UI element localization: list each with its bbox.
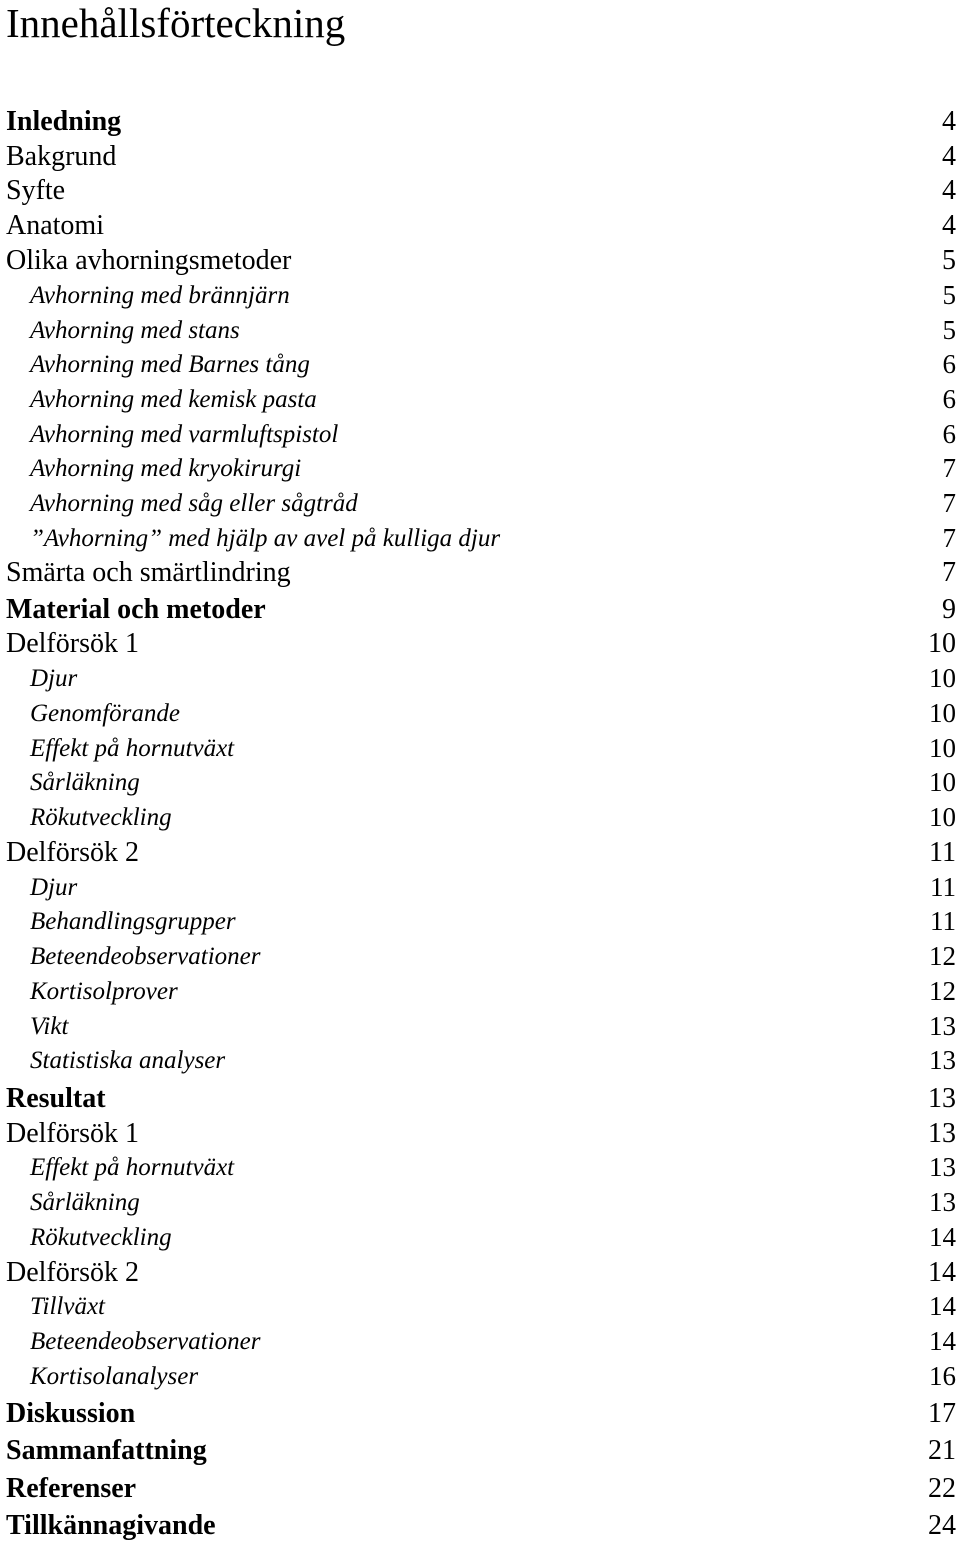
toc-entry[interactable] — [0, 243, 960, 278]
toc-entry-label: Bakgrund — [6, 140, 117, 172]
toc-entry-label: Delförsök 2 — [6, 836, 139, 868]
toc-entry[interactable] — [0, 1116, 960, 1151]
toc-entry-label: Tillväxt — [30, 1292, 105, 1320]
toc-entry[interactable] — [0, 1396, 960, 1431]
toc-entry[interactable] — [0, 347, 960, 382]
toc-entry-page-number: 14 — [929, 1222, 956, 1252]
toc-entry[interactable] — [0, 765, 960, 800]
toc-entry-label: Delförsök 1 — [6, 627, 139, 659]
toc-entry-label: Anatomi — [6, 209, 104, 241]
toc-entry-label: ”Avhorning” med hjälp av avel på kulliga djur — [30, 524, 501, 552]
toc-entry-label: Avhorning med kemisk pasta — [30, 385, 317, 413]
toc-entry-page-number: 10 — [929, 663, 956, 693]
toc-entry[interactable] — [0, 1324, 960, 1359]
toc-entry[interactable] — [0, 451, 960, 486]
toc-entry[interactable] — [0, 208, 960, 243]
toc-entry-page-number: 11 — [930, 872, 956, 902]
toc-entry-page-number: 7 — [942, 488, 956, 518]
toc-entry-page-number: 14 — [929, 1326, 956, 1356]
toc-entry[interactable] — [0, 278, 960, 313]
toc-entry-page-number: 4 — [942, 174, 956, 206]
toc-entry-page-number: 7 — [942, 556, 956, 588]
toc-entry-page-number: 13 — [928, 1082, 956, 1114]
toc-entry[interactable] — [0, 1220, 960, 1255]
toc-entry[interactable] — [0, 486, 960, 521]
toc-entry[interactable] — [0, 1081, 960, 1116]
toc-entry[interactable] — [0, 1508, 960, 1543]
toc-entry-label: Material och metoder — [6, 593, 266, 625]
toc-entry[interactable] — [0, 1255, 960, 1290]
toc-entry-page-number: 13 — [929, 1187, 956, 1217]
toc-entry[interactable] — [0, 626, 960, 661]
toc-entry-page-number: 7 — [942, 453, 956, 483]
toc-entry-page-number: 7 — [942, 523, 956, 553]
toc-entry-label: Delförsök 2 — [6, 1256, 139, 1288]
toc-entry[interactable] — [0, 139, 960, 174]
toc-entry-page-number: 6 — [942, 419, 956, 449]
toc-entry[interactable] — [0, 1359, 960, 1394]
toc-entry-page-number: 12 — [929, 941, 956, 971]
toc-entry-label: Smärta och smärtlindring — [6, 556, 291, 588]
toc-entry[interactable] — [0, 731, 960, 766]
toc-entry-page-number: 14 — [928, 1256, 956, 1288]
toc-entry-label: Effekt på hornutväxt — [30, 734, 235, 762]
toc-entry-page-number: 13 — [928, 1117, 956, 1149]
toc-entry-label: Delförsök 1 — [6, 1117, 139, 1149]
toc-entry[interactable] — [0, 521, 960, 556]
toc-entry-label: Olika avhorningsmetoder — [6, 244, 292, 276]
page-title: Innehållsförteckning — [6, 0, 346, 46]
toc-entry-page-number: 5 — [942, 280, 956, 310]
toc-entry-page-number: 11 — [930, 906, 956, 936]
toc-entry[interactable] — [0, 696, 960, 731]
toc-entry[interactable] — [0, 1471, 960, 1506]
toc-entry-label: Vikt — [30, 1012, 69, 1040]
toc-entry-page-number: 13 — [929, 1011, 956, 1041]
toc-entry[interactable] — [0, 382, 960, 417]
toc-entry-label: Beteendeobservationer — [30, 942, 261, 970]
toc-entry-label: Inledning — [6, 105, 122, 137]
toc-entry[interactable] — [0, 173, 960, 208]
toc-entry-label: Referenser — [6, 1472, 137, 1504]
toc-entry-label: Behandlingsgrupper — [30, 907, 236, 935]
toc-entry-page-number: 10 — [929, 698, 956, 728]
toc-entry-page-number: 4 — [942, 209, 956, 241]
toc-entry-label: Sammanfattning — [6, 1434, 207, 1466]
toc-entry[interactable] — [0, 1043, 960, 1078]
toc-entry[interactable] — [0, 417, 960, 452]
toc-entry-label: Avhorning med varmluftspistol — [30, 420, 339, 448]
toc-entry-label: Effekt på hornutväxt — [30, 1153, 235, 1181]
toc-entry-page-number: 16 — [929, 1361, 956, 1391]
toc-entry-label: Rökutveckling — [30, 803, 172, 831]
toc-entry[interactable] — [0, 661, 960, 696]
toc-entry[interactable] — [0, 800, 960, 835]
toc-entry-label: Diskussion — [6, 1397, 136, 1429]
toc-entry[interactable] — [0, 1150, 960, 1185]
toc-entry-label: Sårläkning — [30, 1188, 140, 1216]
toc-entry-page-number: 10 — [929, 733, 956, 763]
toc-entry-page-number: 5 — [942, 315, 956, 345]
toc-entry[interactable] — [0, 1289, 960, 1324]
toc-entry-page-number: 24 — [928, 1509, 956, 1541]
toc-entry[interactable] — [0, 555, 960, 590]
toc-entry-page-number: 17 — [928, 1397, 956, 1429]
toc-entry[interactable] — [0, 1433, 960, 1468]
toc-entry[interactable] — [0, 904, 960, 939]
toc-entry-label: Syfte — [6, 174, 66, 206]
toc-entry-page-number: 11 — [929, 836, 956, 868]
toc-entry-page-number: 13 — [929, 1152, 956, 1182]
toc-entry-page-number: 13 — [929, 1045, 956, 1075]
toc-entry-label: Beteendeobservationer — [30, 1327, 261, 1355]
toc-entry-label: Resultat — [6, 1082, 106, 1114]
toc-entry[interactable] — [0, 835, 960, 870]
toc-entry-page-number: 9 — [942, 593, 956, 625]
toc-entry-label: Avhorning med kryokirurgi — [30, 454, 302, 482]
toc-entry-page-number: 4 — [942, 105, 956, 137]
toc-entry-label: Sårläkning — [30, 768, 140, 796]
toc-entry-label: Djur — [30, 664, 78, 692]
toc-entry-label: Avhorning med Barnes tång — [30, 350, 310, 378]
toc-entry-page-number: 21 — [928, 1434, 956, 1466]
toc-entry-page-number: 4 — [942, 140, 956, 172]
toc-entry-label: Avhorning med stans — [30, 316, 240, 344]
toc-entry-page-number: 6 — [942, 349, 956, 379]
toc-entry-page-number: 6 — [942, 384, 956, 414]
toc-entry-page-number: 5 — [942, 244, 956, 276]
toc-entry-label: Kortisolprover — [30, 977, 178, 1005]
toc-entry-label: Avhorning med brännjärn — [30, 281, 290, 309]
toc-entry[interactable] — [0, 870, 960, 905]
toc-entry-label: Rökutveckling — [30, 1223, 172, 1251]
toc-entry-page-number: 12 — [929, 976, 956, 1006]
toc-entry-page-number: 14 — [929, 1291, 956, 1321]
toc-entry[interactable] — [0, 104, 960, 139]
toc-entry-page-number: 10 — [929, 767, 956, 797]
toc-entry[interactable] — [0, 592, 960, 627]
toc-entry-label: Tillkännagivande — [6, 1509, 216, 1541]
toc-entry-label: Genomförande — [30, 699, 180, 727]
toc-entry-label: Kortisolanalyser — [30, 1362, 199, 1390]
toc-entry[interactable] — [0, 313, 960, 348]
toc-entry[interactable] — [0, 1009, 960, 1044]
toc-entry-label: Avhorning med såg eller sågtråd — [30, 489, 358, 517]
toc-entry-page-number: 10 — [929, 802, 956, 832]
toc-entry-label: Statistiska analyser — [30, 1046, 226, 1074]
toc-entry[interactable] — [0, 939, 960, 974]
toc-entry[interactable] — [0, 974, 960, 1009]
toc-entry-page-number: 22 — [928, 1472, 956, 1504]
toc-entry[interactable] — [0, 1185, 960, 1220]
toc-entry-label: Djur — [30, 873, 78, 901]
toc-entry-page-number: 10 — [928, 627, 956, 659]
